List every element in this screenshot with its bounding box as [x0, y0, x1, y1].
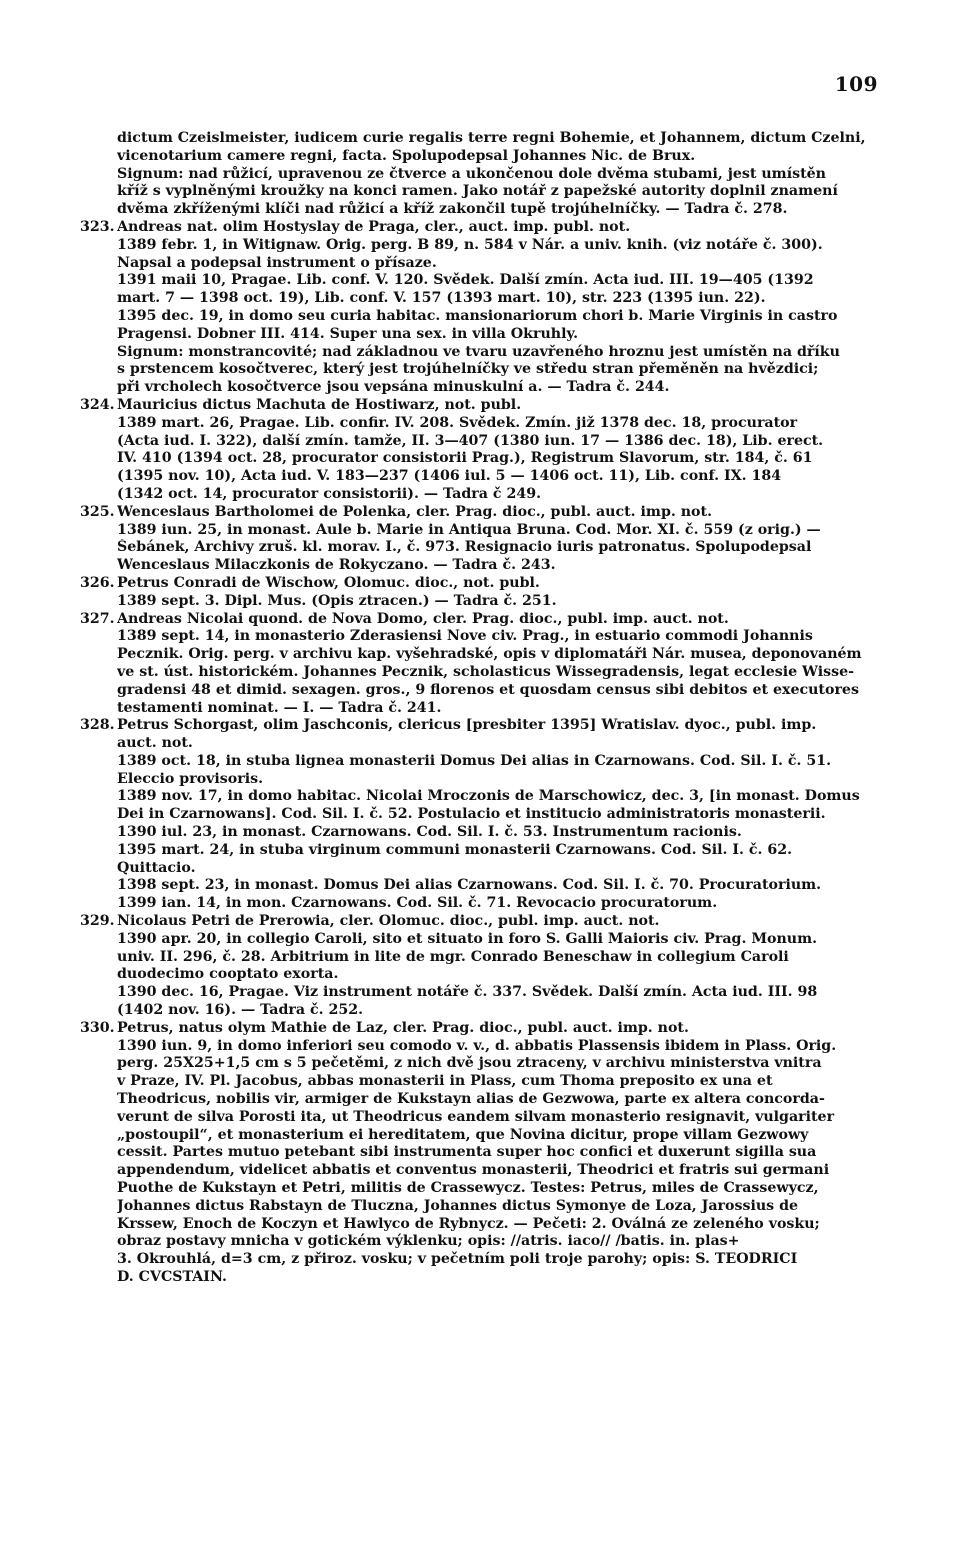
text-line: D. CVCSTAIN.: [117, 1269, 227, 1285]
text-line: Wenceslaus Bartholomei de Polenka, cler. Prag. dioc., publ. auct. imp. not.: [117, 503, 713, 520]
text-line: cessit. Partes mutuo petebant sibi instrumenta super hoc confici et duxerunt sigilla sua: [117, 1144, 817, 1161]
text-line: kříž s vyplněnými kroužky na konci ramen. Jako notář z papežské autority doplnil znamení: [117, 183, 838, 200]
text-line: Pecznik. Orig. perg. v archivu kap. vyšehradské, opis v diplomatáři Nár. musea, deponovaném: [117, 646, 862, 663]
text-line: 1390 iun. 9, in domo inferiori seu comodo v. v., d. abbatis Plassensis ibidem in Plass. Orig.: [117, 1037, 837, 1054]
text-line: Signum: monstrancovité; nad základnou ve tvaru uzavřeného hroznu jest umístěn na dříku: [117, 343, 840, 360]
text-line: (1395 nov. 10), Acta iud. V. 183—237 (1406 iul. 5 — 1406 oct. 11), Lib. conf. IX. 184: [117, 468, 782, 485]
text-line: vicenotarium camere regni, facta. Spolupodepsal Johannes Nic. de Brux.: [117, 147, 696, 164]
text-line: ve st. úst. historickém. Johannes Pecznik, scholasticus Wissegradensis, legat ecclesie Wisse-: [117, 663, 855, 680]
text-line: IV. 410 (1394 oct. 28, procurator consistorii Prag.), Registrum Slavorum, str. 184, č. 61: [117, 450, 813, 467]
entry: [80, 503, 893, 575]
text-line: 1390 dec. 16, Pragae. Viz instrument notáře č. 337. Svědek. Další zmín. Acta iud. III. 98: [117, 984, 818, 1001]
entry-number: 327.: [80, 610, 115, 627]
text-line: Signum: nad růžicí, upravenou ze čtverce a ukončenou dole dvěma stubami, jest umístěn: [117, 165, 826, 182]
text-line: Andreas Nicolai quond. de Nova Domo, cler. Prag. dioc., publ. imp. auct. not.: [117, 610, 729, 627]
text-line: „postoupil“, et monasterium ei hereditatem, que Novina dicitur, prope villam Gezwowy: [117, 1126, 809, 1143]
text-line: testamenti nominat. — I. — Tadra č. 241.: [117, 699, 442, 716]
text-line: (Acta iud. I. 322), další zmín. tamže, II. 3—407 (1380 iun. 17 — 1386 dec. 18), Lib. erect.: [117, 432, 824, 449]
text-line: Theodricus, nobilis vir, armiger de Kukstayn alias de Gezwowa, parte ex altera concorda-: [117, 1091, 825, 1108]
entry-number: 328.: [80, 717, 115, 734]
text-line: 1389 nov. 17, in domo habitac. Nicolai Mroczonis de Marschowicz, dec. 3, [in monast. Domus: [117, 788, 860, 805]
text-line: Eleccio provisoris.: [117, 770, 264, 787]
entry: [80, 396, 893, 504]
entry-number: 323.: [80, 218, 115, 235]
text-line: Petrus, natus olym Mathie de Laz, cler. Prag. dioc., publ. auct. imp. not.: [117, 1019, 689, 1036]
text-line: obraz postavy mnicha v gotickém výklenku; opis: //atris. iaco// /batis. in. plas+: [117, 1233, 740, 1250]
text-line: 3. Okrouhlá, d=3 cm, z přiroz. vosku; v pečetním poli troje parohy; opis: S. TEODRICI: [117, 1251, 798, 1268]
text-line: 1389 oct. 18, in stuba lignea monasterii Domus Dei alias in Czarnowans. Cod. Sil. I. č. 51.: [117, 752, 832, 769]
text-line: 1391 maii 10, Pragae. Lib. conf. V. 120. Svědek. Další zmín. Acta iud. III. 19—405 (1392: [117, 272, 814, 289]
entry: [80, 610, 893, 718]
text-line: Petrus Conradi de Wischow, Olomuc. dioc., not. publ.: [117, 574, 540, 591]
text-line: 1389 sept. 14, in monasterio Zderasiensi Nove civ. Prag., in estuario commodi Johannis: [117, 628, 813, 645]
text-line: při vrcholech kosočtverce jsou vepsána minuskulní a. — Tadra č. 244.: [117, 379, 670, 396]
text-line: Dei in Czarnowans]. Cod. Sil. I. č. 52. Postulacio et institucio administratoris monasterii.: [117, 806, 826, 823]
entry-number: 325.: [80, 503, 115, 520]
entry: [80, 218, 893, 397]
text-line: dictum Czeislmeister, iudicem curie regalis terre regni Bohemie, et Johannem, dictum Czelni,: [117, 130, 866, 146]
entry: [117, 130, 893, 219]
document-text: [80, 130, 893, 1287]
text-line: (1402 nov. 16). — Tadra č. 252.: [117, 1002, 364, 1019]
entry-number: 324.: [80, 396, 115, 413]
text-line: 1390 iul. 23, in monast. Czarnowans. Cod. Sil. I. č. 53. Instrumentum racionis.: [117, 824, 742, 841]
text-line: 1398 sept. 23, in monast. Domus Dei alias Czarnowans. Cod. Sil. I. č. 70. Procuratorium.: [117, 877, 822, 894]
text-line: Petrus Schorgast, olim Jaschconis, clericus [presbiter 1395] Wratislav. dyoc., publ. imp.: [117, 717, 817, 734]
text-line: 1389 mart. 26, Pragae. Lib. confir. IV. 208. Svědek. Zmín. již 1378 dec. 18, procurator: [117, 414, 798, 431]
text-line: perg. 25X25+1,5 cm s 5 pečetěmi, z nich dvě jsou ztraceny, v archivu ministerstva vnitra: [117, 1055, 822, 1072]
text-line: 1389 sept. 3. Dipl. Mus. (Opis ztracen.) — Tadra č. 251.: [117, 592, 557, 609]
text-line: dvěma zkříženými klíči nad růžicí a kříž zakončil tupě trojúhelníčky. — Tadra č. 278.: [117, 201, 788, 218]
entry-number: 329.: [80, 913, 115, 930]
text-line: (1342 oct. 14, procurator consistorii). — Tadra č 249.: [117, 485, 542, 502]
text-line: 1389 febr. 1, in Witignaw. Orig. perg. B 89, n. 584 v Nár. a univ. knih. (viz notáře č. 300).: [117, 236, 823, 253]
text-line: 1390 apr. 20, in collegio Caroli, sito et situato in foro S. Galli Maioris civ. Prag. Monum.: [117, 930, 818, 947]
text-line: 1389 iun. 25, in monast. Aule b. Marie in Antiqua Bruna. Cod. Mor. XI. č. 559 (z orig.) —: [117, 521, 821, 538]
entry: [80, 717, 893, 913]
page-number: 109: [834, 72, 878, 96]
entry: [80, 574, 893, 611]
entry: [80, 1019, 893, 1287]
text-line: Napsal a podepsal instrument o přísaze.: [117, 254, 437, 271]
text-line: Mauricius dictus Machuta de Hostiwarz, not. publ.: [117, 396, 522, 413]
text-line: v Praze, IV. Pl. Jacobus, abbas monasterii in Plass, cum Thoma preposito ex una et: [117, 1073, 773, 1090]
text-line: Wenceslaus Milaczkonis de Rokyczano. — Tadra č. 243.: [117, 557, 556, 574]
text-line: 1399 ian. 14, in mon. Czarnowans. Cod. Sil. č. 71. Revocacio procuratorum.: [117, 895, 718, 912]
text-line: Nicolaus Petri de Prerowia, cler. Olomuc. dioc., publ. imp. auct. not.: [117, 913, 660, 930]
text-line: gradensi 48 et dimid. sexagen. gros., 9 florenos et quosdam census sibi debitos et executores: [117, 681, 859, 698]
text-line: Johannes dictus Rabstayn de Tluczna, Johannes dictus Symonye de Loza, Jarossius de: [117, 1197, 799, 1214]
text-line: s prstencem kosočtverec, který jest trojúhelníčky ve středu stran přeměněn na hvězdici;: [117, 361, 819, 378]
entry: [80, 913, 893, 1020]
entry-number: 330.: [80, 1019, 115, 1036]
text-line: Šebánek, Archivy zruš. kl. morav. I., č. 973. Resignacio iuris patronatus. Spolupodepsal: [117, 539, 812, 556]
text-line: mart. 7 — 1398 oct. 19), Lib. conf. V. 157 (1393 mart. 10), str. 223 (1395 iun. 22).: [117, 290, 766, 307]
text-line: 1395 dec. 19, in domo seu curia habitac. mansionariorum chori b. Marie Virginis in castro: [117, 307, 838, 324]
text-line: appendendum, videlicet abbatis et conventus monasterii, Theodrici et fratris sui germani: [117, 1162, 830, 1179]
text-line: Quittacio.: [117, 859, 196, 876]
text-line: Puothe de Kukstayn et Petri, militis de Crassewycz. Testes: Petrus, miles de Crassewycz,: [117, 1180, 819, 1197]
text-line: Pragensi. Dobner III. 414. Super una sex. in villa Okruhly.: [117, 325, 579, 342]
entry-number: 326.: [80, 574, 115, 591]
text-line: 1395 mart. 24, in stuba virginum communi monasterii Czarnowans. Cod. Sil. I. č. 62.: [117, 841, 793, 858]
text-line: auct. not.: [117, 735, 193, 752]
text-line: univ. II. 296, č. 28. Arbitrium in lite de mgr. Conrado Beneschaw in collegium Caroli: [117, 948, 789, 965]
text-line: Krssew, Enoch de Koczyn et Hawlyco de Rybnycz. — Pečeti: 2. Oválná ze zeleného vosku;: [117, 1215, 820, 1232]
text-line: duodecimo cooptato exorta.: [117, 966, 339, 983]
text-line: verunt de silva Porosti ita, ut Theodricus eandem silvam monasterio resignavit, vulgariter: [117, 1108, 835, 1125]
text-line: Andreas nat. olim Hostyslay de Praga, cler., auct. imp. publ. not.: [117, 218, 631, 235]
